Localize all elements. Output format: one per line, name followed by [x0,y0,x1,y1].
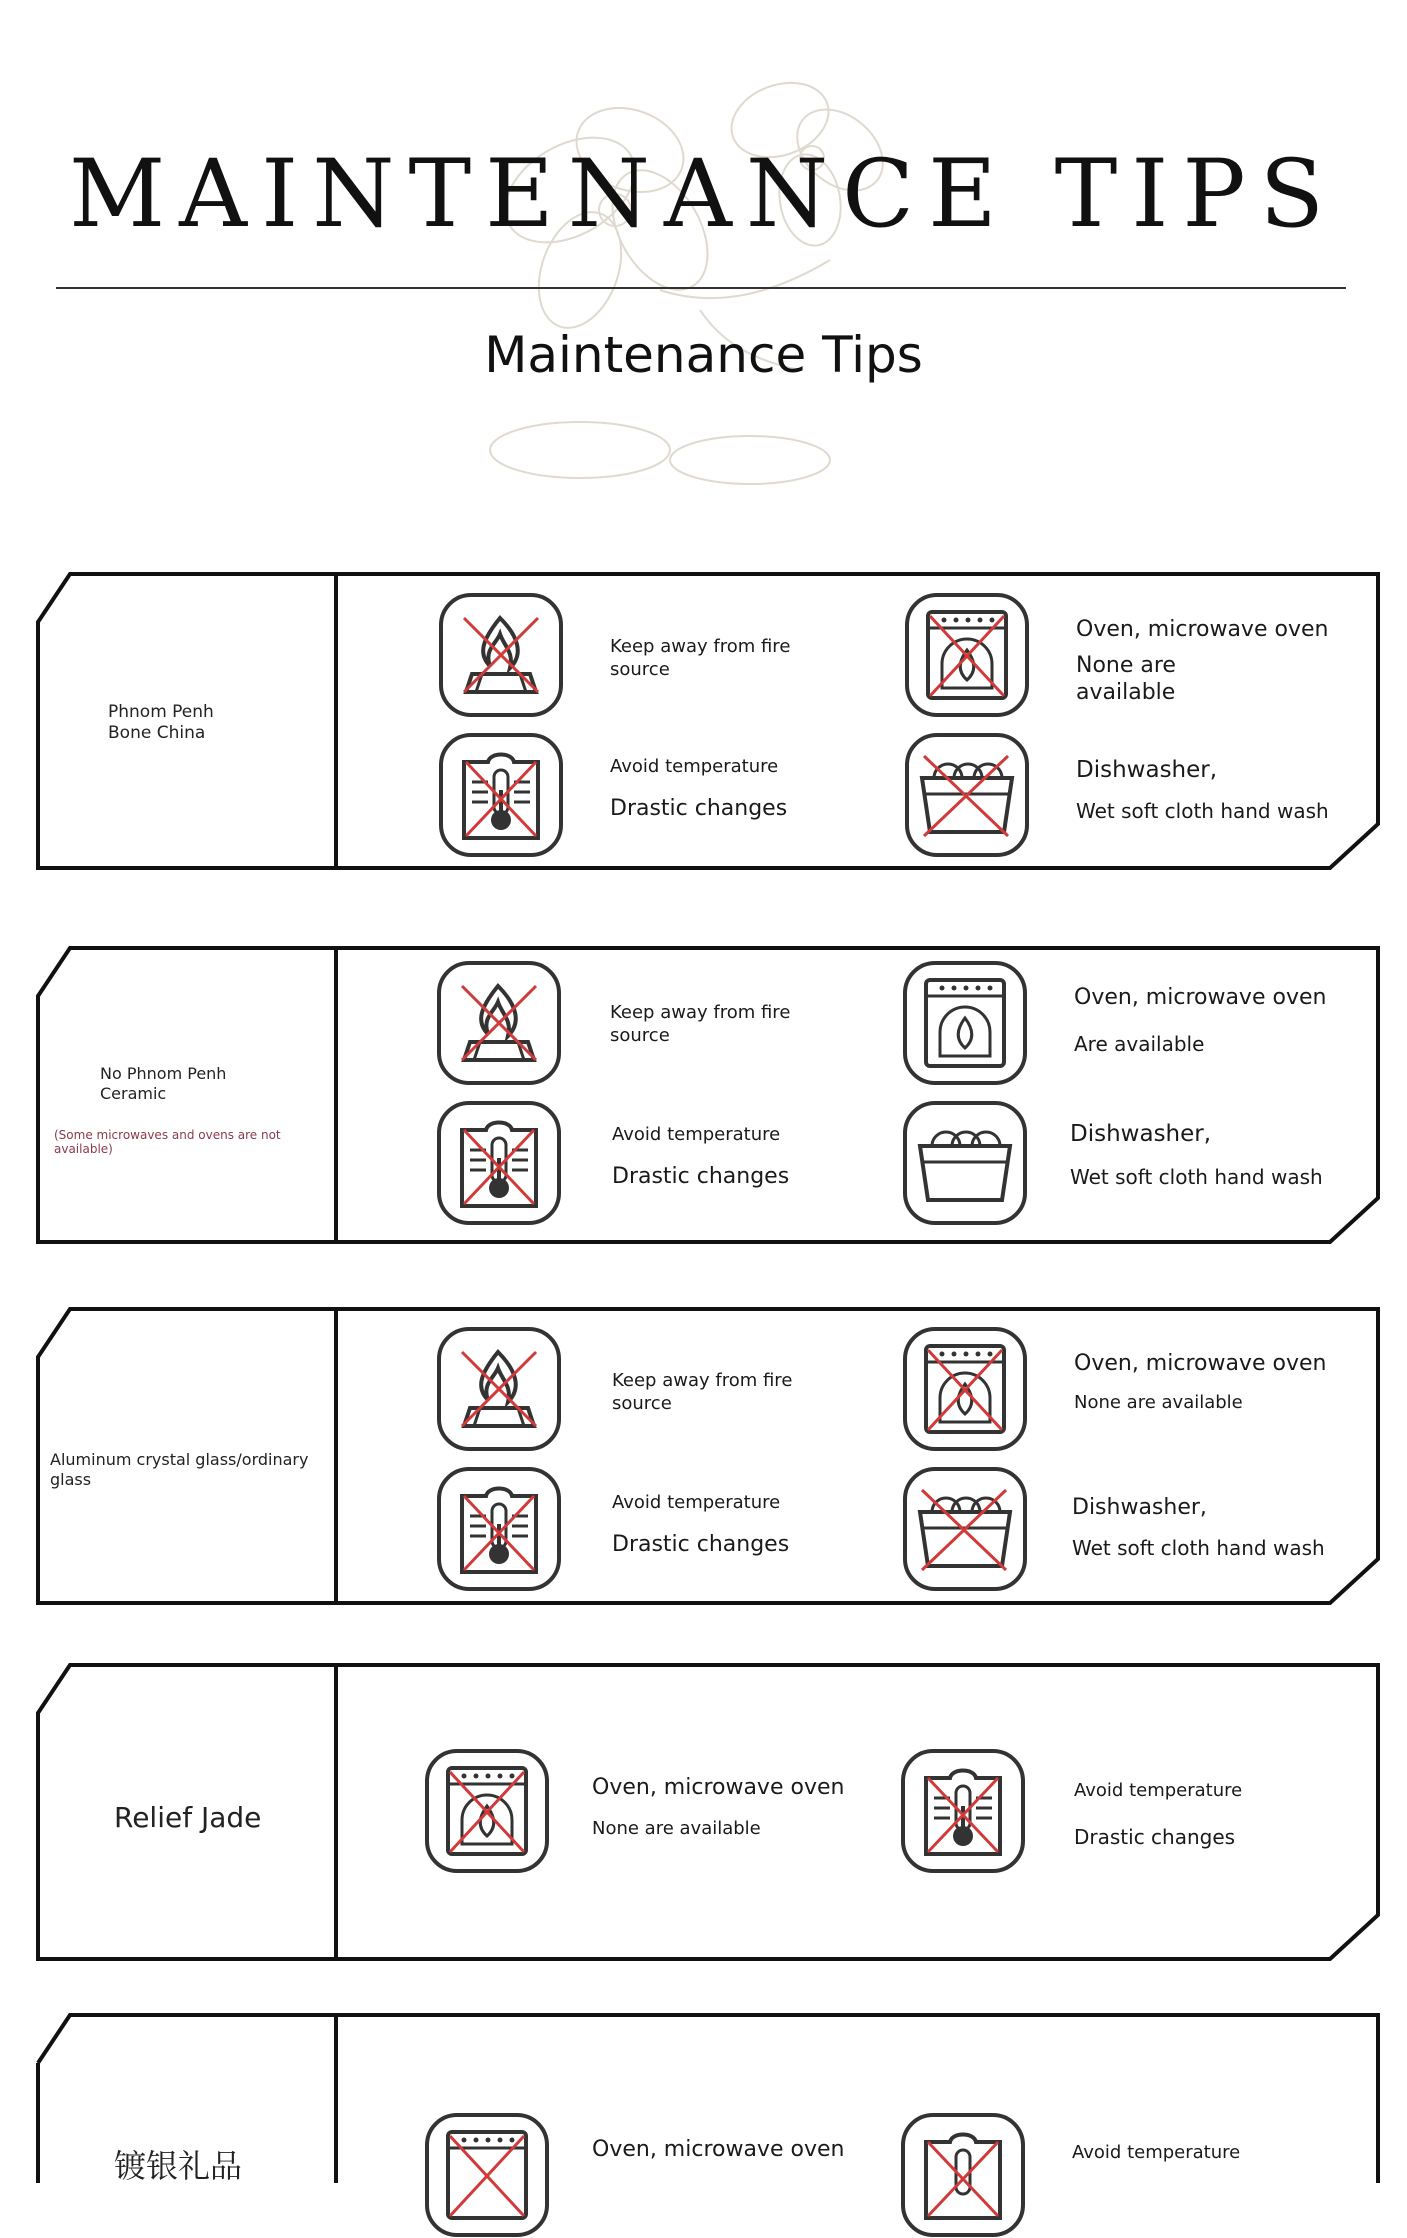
tip-text: Avoid temperature Drastic changes [612,1124,790,1189]
no-oven-icon [424,2112,550,2238]
material-name: No Phnom Penh Ceramic [100,1064,227,1103]
tip-text: Dishwasher, Wet soft cloth hand wash [1072,1495,1325,1560]
tip-text: Oven, microwave oven None are available [1074,1351,1327,1413]
tip-text: Keep away from fire source [610,1002,791,1046]
no-oven-icon [424,1748,550,1874]
tip-text: Dishwasher, Wet soft cloth hand wash [1076,757,1329,823]
material-note: (Some microwaves and ovens are not available) [54,1128,281,1157]
tip-text: Dishwasher, Wet soft cloth hand wash [1070,1121,1323,1189]
title-divider [56,287,1346,289]
tip-text: Avoid temperature Drastic changes [612,1492,790,1557]
no-fire-icon [438,592,564,718]
page-title: MAINTENANCE TIPS [68,140,1339,249]
tip-text: Avoid temperature Drastic changes [610,756,788,821]
material-name: Aluminum crystal glass/ordinary glass [50,1450,309,1489]
tip-text: Keep away from fire source [612,1370,793,1414]
no-fire-icon [436,960,562,1086]
no-oven-icon [904,592,1030,718]
no-dishwasher-icon [904,732,1030,858]
tip-text: Avoid temperature [1072,2142,1241,2163]
no-temperature-change-icon [436,1466,562,1592]
tip-text: Oven, microwave oven [592,2137,845,2162]
no-temperature-change-icon [438,732,564,858]
no-temperature-change-icon [436,1100,562,1226]
floral-background [420,40,980,520]
no-oven-icon [902,1326,1028,1452]
dishwasher-icon [902,1100,1028,1226]
no-dishwasher-icon [902,1466,1028,1592]
no-temperature-change-icon [900,2112,1026,2238]
tip-text: Keep away from fire source [610,636,791,680]
tip-text: Oven, microwave oven None are available [592,1775,845,1839]
no-fire-icon [436,1326,562,1452]
oven-icon [902,960,1028,1086]
material-name: Phnom Penh Bone China [108,702,214,744]
no-temperature-change-icon [900,1748,1026,1874]
tip-text: Avoid temperature Drastic changes [1074,1780,1243,1849]
material-name: Relief Jade [114,1801,262,1834]
page-subtitle: Maintenance Tips [484,326,923,384]
tip-text: Oven, microwave oven None are available [1076,617,1329,705]
material-name: 镀银礼品 [114,2147,243,2185]
tip-text: Oven, microwave oven Are available [1074,985,1327,1056]
